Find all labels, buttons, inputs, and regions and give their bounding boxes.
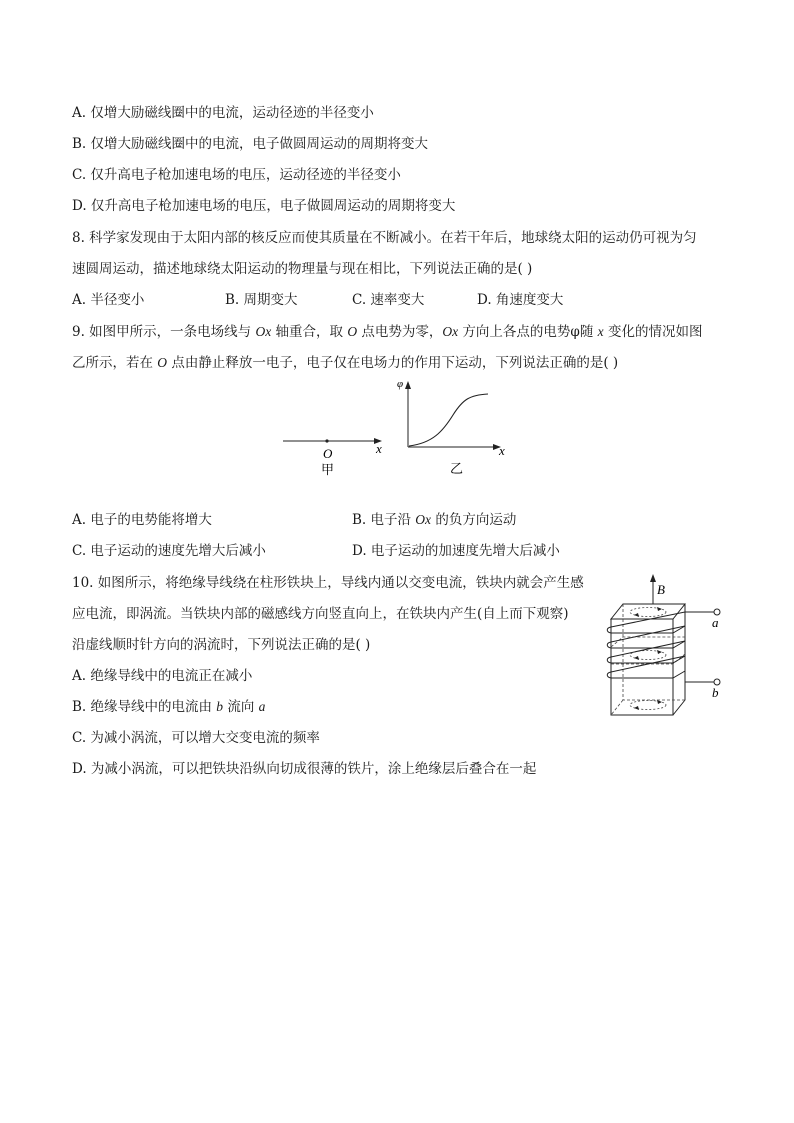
yi-phi-label: φ — [397, 378, 404, 390]
b-symbol: b — [216, 699, 224, 714]
ox-symbol: Ox — [442, 324, 459, 339]
q10-stem-line1: 10. 如图所示，将绝缘导线绕在柱形铁块上，导线内通以交变电流，铁块内就会产生感 — [72, 575, 584, 591]
q9-stem-line2: 乙所示，若在 O 点由静止释放一电子，电子仅在电场力的作用下运动，下列说法正确的是( ) — [72, 355, 619, 371]
ox-symbol: Ox — [415, 512, 432, 527]
q9-stem-line1: 9. 如图甲所示，一条电场线与 Ox 轴重合，取 O 点电势为零，Ox 方向上各点的电势φ随 x 变化的情况如图 — [72, 324, 703, 340]
q7-option-c: C. 仅升高电子枪加速电场的电压，运动径迹的半径变小 — [72, 167, 401, 183]
q10-stem-line2: 应电流，即涡流。当铁块内部的磁感线方向竖直向上，在铁块内产生(自上而下观察) — [72, 606, 569, 622]
phi-curve — [409, 394, 488, 446]
q10-option-c: C. 为减小涡流，可以增大交变电流的频率 — [72, 730, 320, 746]
a-symbol: a — [258, 699, 266, 714]
q9-option-b: B. 电子沿 Ox 的负方向运动 — [352, 512, 517, 528]
jia-caption: 甲 — [321, 462, 335, 477]
b-field-label: B — [657, 582, 665, 597]
q8-stem-line2: 速圆周运动，描述地球绕太阳运动的物理量与现在相比，下列说法正确的是( ) — [72, 261, 533, 277]
lead-b-wire — [685, 671, 714, 682]
yi-x-label: x — [499, 443, 505, 458]
figure-jia — [280, 425, 390, 480]
q7-option-d: D. 仅升高电子枪加速电场的电压，电子做圆周运动的周期将变大 — [72, 198, 456, 214]
jia-origin-label: O — [323, 446, 333, 461]
q10-option-d: D. 为减小涡流，可以把铁块沿纵向切成很薄的铁片，涂上绝缘层后叠合在一起 — [72, 761, 537, 777]
terminal-a-label: a — [712, 615, 719, 630]
q7-option-a: A. 仅增大励磁线圈中的电流，运动径迹的半径变小 — [72, 105, 374, 121]
x-symbol: x — [597, 324, 604, 339]
q10-option-a: A. 绝缘导线中的电流正在减小 — [72, 668, 253, 684]
q8-option-c: C. 速率变大 — [352, 292, 425, 308]
o-symbol: O — [347, 324, 358, 339]
q8-option-a: A. 半径变小 — [72, 292, 145, 308]
terminal-b-label: b — [712, 685, 719, 700]
ox-symbol: Ox — [255, 324, 272, 339]
q9-option-d: D. 电子运动的加速度先增大后减小 — [352, 543, 560, 559]
q10-option-b: B. 绝缘导线中的电流由 b 流向 a — [72, 699, 266, 715]
yi-caption: 乙 — [450, 461, 464, 476]
origin-point — [325, 439, 328, 442]
q9-option-c: C. 电子运动的速度先增大后减小 — [72, 543, 266, 559]
q8-stem-line1: 8. 科学家发现由于太阳内部的核反应而使其质量在不断减小。在若干年后，地球绕太阳的运动仍可视为匀 — [72, 230, 697, 246]
q8-option-d: D. 角速度变大 — [477, 292, 564, 308]
q10-stem-line3: 沿虚线顺时针方向的涡流时，下列说法正确的是( ) — [72, 637, 371, 653]
q9-option-a: A. 电子的电势能将增大 — [72, 512, 212, 528]
figure-iron-block — [606, 572, 736, 722]
o-symbol: O — [157, 355, 168, 370]
q8-option-b: B. 周期变大 — [225, 292, 298, 308]
figure-yi — [395, 375, 520, 480]
q7-option-b: B. 仅增大励磁线圈中的电流，电子做圆周运动的周期将变大 — [72, 136, 429, 152]
jia-x-label: x — [376, 441, 382, 456]
